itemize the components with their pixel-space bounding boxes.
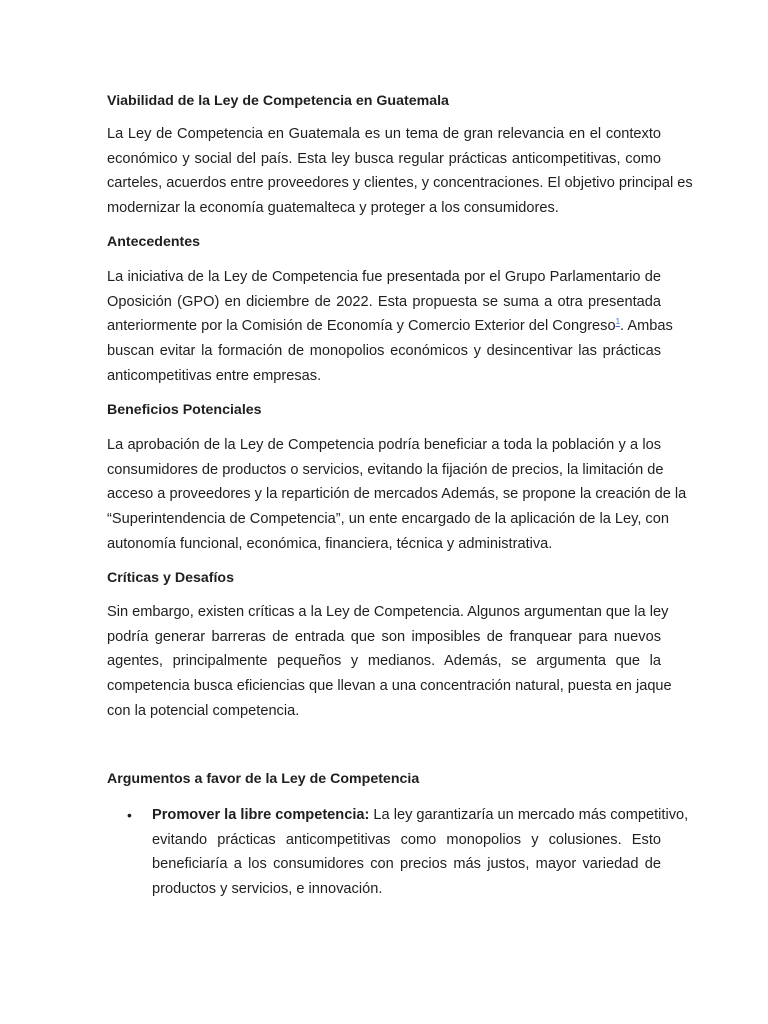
criticas-line-1: Sin embargo, existen críticas a la Ley de Competencia. Algunos argumentan que la ley	[107, 604, 669, 620]
section-heading-beneficios: Beneficios Potenciales	[107, 402, 262, 418]
beneficios-line-3: acceso a proveedores y la repartición de mercados Además, se propone la creación de la	[107, 486, 687, 503]
bullet-line-3: beneficiaría a los consumidores con precios más justos, mayor variedad de	[152, 856, 661, 873]
bullet-line-1	[152, 803, 689, 828]
bullet-line-4: productos y servicios, e innovación.	[152, 881, 383, 898]
antecedentes-line-2: Oposición (GPO) en diciembre de 2022. Esta propuesta se suma a otra presentada	[107, 293, 661, 310]
intro-line-3: carteles, acuerdos entre proveedores y clientes, y concentraciones. El objetivo principal es	[107, 175, 693, 192]
criticas-line-4: competencia busca eficiencias que llevan a una concentración natural, puesta en jaque	[107, 678, 672, 695]
intro-line-1: La Ley de Competencia en Guatemala es un tema de gran relevancia en el contexto	[107, 126, 661, 142]
section-heading-argumentos: Argumentos a favor de la Ley de Competencia	[107, 771, 420, 787]
intro-line-2: económico y social del país. Esta ley busca regular prácticas anticompetitivas, como	[107, 150, 661, 167]
beneficios-paragraph	[107, 433, 687, 556]
bullet-lead: Promover la libre competencia:	[152, 807, 370, 823]
section-heading-antecedentes: Antecedentes	[107, 234, 201, 250]
beneficios-line-2: consumidores de productos o servicios, evitando la fijación de precios, la limitación de	[107, 461, 664, 478]
antecedentes-line-1: La iniciativa de la Ley de Competencia fue presentada por el Grupo Parlamentario de	[107, 269, 661, 285]
bullet-line-2: evitando prácticas anticompetitivas como monopolios y colusiones. Esto	[152, 831, 661, 848]
arguments-list	[107, 803, 689, 902]
antecedentes-line-5: anticompetitivas entre empresas.	[107, 367, 322, 384]
antecedentes-line-3-text: anteriormente por la Comisión de Economía y Comercio Exterior del Congreso	[107, 318, 616, 335]
antecedentes-line-3	[107, 314, 673, 339]
section-heading-criticas: Críticas y Desafíos	[107, 570, 234, 586]
intro-line-4: modernizar la economía guatemalteca y proteger a los consumidores.	[107, 200, 559, 217]
footnote-link[interactable]: 1	[615, 317, 621, 327]
bullet-line-1-rest: La ley garantizaría un mercado más competitivo,	[369, 807, 689, 823]
criticas-paragraph	[107, 600, 672, 723]
beneficios-line-5: autonomía funcional, económica, financiera, técnica y administrativa.	[107, 535, 553, 552]
beneficios-line-4: “Superintendencia de Competencia”, un ente encargado de la aplicación de la Ley, con	[107, 511, 669, 528]
criticas-line-3: agentes, principalmente pequeños y medianos. Además, se argumenta que la	[107, 653, 661, 670]
list-item	[107, 803, 689, 902]
beneficios-line-1: La aprobación de la Ley de Competencia podría beneficiar a toda la población y a los	[107, 437, 661, 453]
criticas-line-2: podría generar barreras de entrada que son imposibles de franquear para nuevos	[107, 628, 661, 645]
document-title: Viabilidad de la Ley de Competencia en Guatemala	[107, 93, 449, 109]
criticas-line-5: con la potencial competencia.	[107, 702, 300, 719]
antecedentes-line-3-tail: . Ambas	[620, 318, 673, 335]
intro-paragraph	[107, 122, 693, 221]
bullet-dot-icon: •	[127, 807, 132, 823]
antecedentes-paragraph	[107, 265, 673, 388]
antecedentes-line-4: buscan evitar la formación de monopolios económicos y desincentivar las prácticas	[107, 343, 661, 360]
